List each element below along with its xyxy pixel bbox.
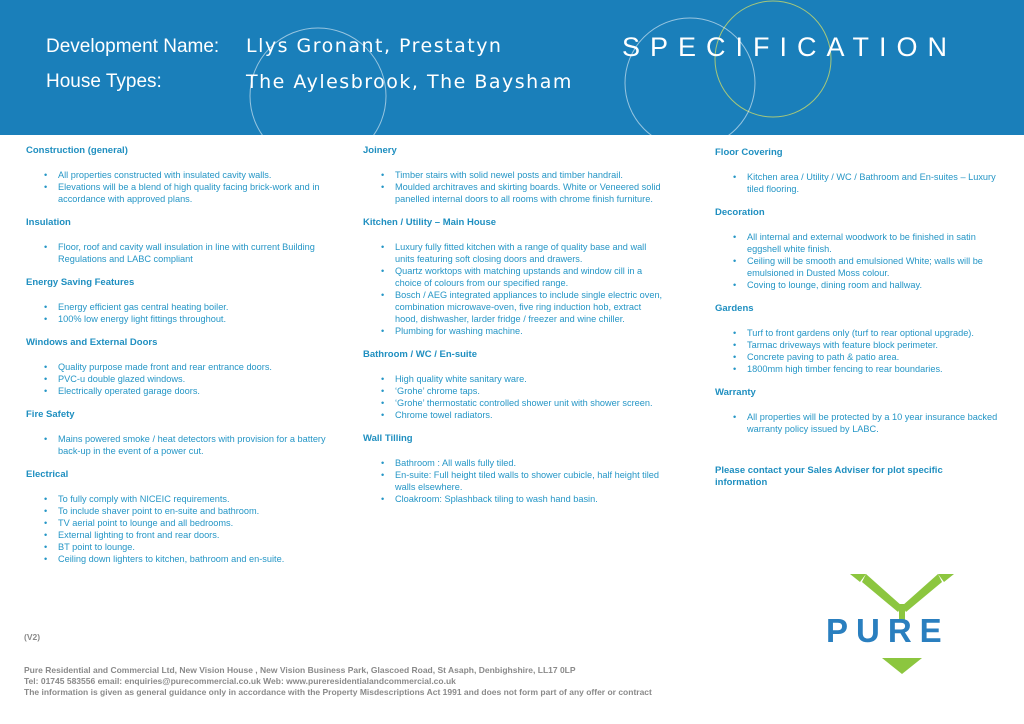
section-list (363, 457, 663, 505)
list-item: • Floor, roof and cavity wall insulation in line with current Building Regulations and LABC compliant (58, 241, 326, 265)
list-item: • Mains powered smoke / heat detectors with provision for a battery back-up in the event of a power cut. (58, 433, 326, 457)
house-types-label: House Types: (46, 71, 162, 92)
pure-logo-text: PURE (826, 612, 950, 649)
list-item: • En-suite: Full height tiled walls to shower cubicle, half height tiled walls elsewhere. (395, 469, 663, 493)
list-item: • Ceiling down lighters to kitchen, bathroom and en-suite. (58, 553, 326, 565)
list-item: • Plumbing for washing machine. (395, 325, 663, 337)
section-title: Kitchen / Utility – Main House (363, 217, 497, 228)
footer-disclaimer: The information is given as general guidance only in accordance with the Property Misdescriptions Act 1991 and does not form part of any offer or contract (24, 687, 652, 697)
section-list (715, 231, 1005, 291)
list-item: • Timber stairs with solid newel posts and timber handrail. (395, 169, 663, 181)
list-item: • Quality purpose made front and rear entrance doors. (58, 361, 326, 373)
section-list (26, 241, 326, 265)
list-item: • Bathroom : All walls fully tiled. (395, 457, 663, 469)
list-item: • Cloakroom: Splashback tiling to wash hand basin. (395, 493, 663, 505)
section-title: Electrical (26, 469, 69, 480)
section-list (26, 433, 326, 457)
section-title: Joinery (363, 145, 397, 156)
section-list (363, 373, 663, 421)
list-item: • TV aerial point to lounge and all bedrooms. (58, 517, 326, 529)
section-list (26, 493, 326, 565)
footer (24, 665, 652, 698)
section-title: Energy Saving Features (26, 277, 135, 288)
list-item: • Electrically operated garage doors. (58, 385, 326, 397)
section-list (26, 169, 326, 205)
section-title: Fire Safety (26, 409, 75, 420)
spec-column-3 (715, 147, 1005, 489)
section-title: Warranty (715, 387, 756, 398)
spec-column-1 (26, 145, 326, 577)
section-list (715, 171, 1005, 195)
list-item: • Moulded architraves and skirting boards. White or Veneered solid panelled internal doors to all rooms with chrome finish furniture. (395, 181, 663, 205)
list-item: • High quality white sanitary ware. (395, 373, 663, 385)
list-item: • Turf to front gardens only (turf to rear optional upgrade). (747, 327, 1005, 339)
section-title: Gardens (715, 303, 754, 314)
list-item: • Bosch / AEG integrated appliances to include single electric oven, combination microwave-oven, five ring induction hob, extract hood, dishwasher, larder fridge / freezer and wine chiller. (395, 289, 663, 325)
section-title: Floor Covering (715, 147, 783, 158)
list-item: • To include shaver point to en-suite and bathroom. (58, 505, 326, 517)
footer-contact: Tel: 01745 583556 email: enquiries@purecommercial.co.uk Web: www.pureresidentialandcommercial.co.uk (24, 676, 456, 686)
house-types-value: The Aylesbrook, The Baysham (246, 71, 573, 93)
list-item: • Luxury fully fitted kitchen with a range of quality base and wall units featuring soft closing doors and drawers. (395, 241, 663, 265)
list-item: • Kitchen area / Utility / WC / Bathroom and En-suites – Luxury tiled flooring. (747, 171, 1005, 195)
list-item: • Ceiling will be smooth and emulsioned White; walls will be emulsioned in Dusted Moss colour. (747, 255, 1005, 279)
list-item: • ‘Grohe’ chrome taps. (395, 385, 663, 397)
list-item: • To fully comply with NICEIC requirements. (58, 493, 326, 505)
specification-title: SPECIFICATION (622, 32, 958, 62)
section-title: Wall Tilling (363, 433, 413, 444)
header-banner (0, 0, 1024, 135)
list-item: • Tarmac driveways with feature block perimeter. (747, 339, 1005, 351)
list-item: • All properties constructed with insulated cavity walls. (58, 169, 326, 181)
section-title: Insulation (26, 217, 71, 228)
decorative-circles (0, 0, 1024, 135)
section-list (715, 411, 1005, 435)
list-item: • Chrome towel radiators. (395, 409, 663, 421)
section-title: Windows and External Doors (26, 337, 158, 348)
section-list (26, 361, 326, 397)
list-item: • Coving to lounge, dining room and hallway. (747, 279, 1005, 291)
list-item: • Energy efficient gas central heating boiler. (58, 301, 326, 313)
list-item: • 1800mm high timber fencing to rear boundaries. (747, 363, 1005, 375)
spec-column-2 (363, 145, 663, 517)
version-label: (V2) (24, 632, 41, 642)
development-name-value: Llys Gronant, Prestatyn (246, 35, 503, 57)
list-item: • All internal and external woodwork to be finished in satin eggshell white finish. (747, 231, 1005, 255)
contact-note: Please contact your Sales Adviser for plot specific information (715, 465, 943, 488)
footer-address: Pure Residential and Commercial Ltd, New Vision House , New Vision Business Park, Glascoed Road, St Asaph, Denbighshire, LL17 0LP (24, 665, 576, 675)
list-item: • ‘Grohe’ thermostatic controlled shower unit with shower screen. (395, 397, 663, 409)
section-title: Bathroom / WC / En-suite (363, 349, 477, 360)
section-list (26, 301, 326, 325)
list-item: • PVC-u double glazed windows. (58, 373, 326, 385)
section-list (363, 241, 663, 337)
section-title: Decoration (715, 207, 765, 218)
section-list (363, 169, 663, 205)
list-item: • Concrete paving to path & patio area. (747, 351, 1005, 363)
development-name-label: Development Name: (46, 36, 220, 57)
list-item: • All properties will be protected by a 10 year insurance backed warranty policy issued by LABC. (747, 411, 1005, 435)
list-item: • Elevations will be a blend of high quality facing brick-work and in accordance with approved plans. (58, 181, 326, 205)
list-item: • External lighting to front and rear doors. (58, 529, 326, 541)
list-item: • Quartz worktops with matching upstands and window cill in a choice of colours from our specified range. (395, 265, 663, 289)
section-title: Construction (general) (26, 145, 128, 156)
list-item: • 100% low energy light fittings throughout. (58, 313, 326, 325)
section-list (715, 327, 1005, 375)
list-item: • BT point to lounge. (58, 541, 326, 553)
